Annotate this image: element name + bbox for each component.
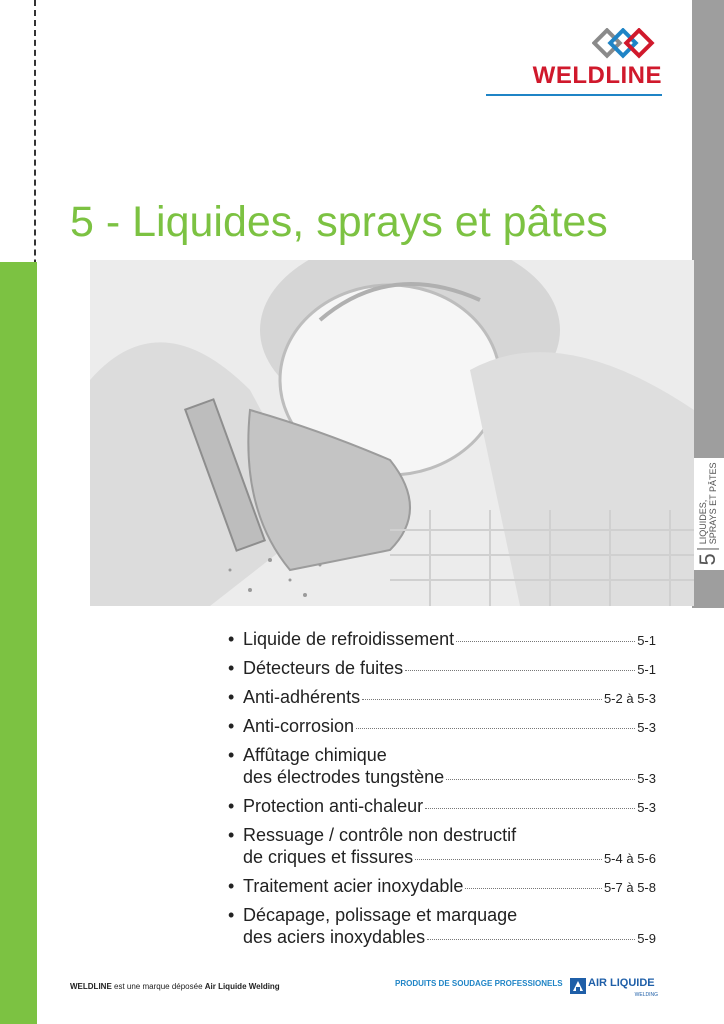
toc-item-pages: 5-3	[637, 720, 656, 735]
side-tab-label	[698, 463, 718, 545]
toc-item-7[interactable]: • Ressuage / contrôle non destructif de criques et fissures 5-4 à 5-6	[228, 824, 656, 870]
toc-item-text: de criques et fissures	[243, 847, 414, 867]
toc-item-9[interactable]: • Décapage, polissage et marquage des aciers inoxydables 5-9	[228, 904, 656, 950]
toc-item-text: des aciers inoxydables	[243, 927, 426, 947]
toc-item-1[interactable]: • Liquide de refroidissement 5-1	[228, 628, 656, 652]
toc-item-pages: 5-2 à 5-3	[603, 691, 656, 706]
footer-tagline: PRODUITS DE SOUDAGE PROFESSIONELS	[395, 979, 563, 988]
footer-owner: Air Liquide Welding	[204, 982, 280, 991]
footer-mid-text: est une marque déposée	[111, 982, 205, 991]
weldline-wordmark: WELDLINE	[532, 62, 662, 89]
side-tab-number: 5	[697, 548, 719, 565]
toc-item-text: des électrodes tungstène	[243, 767, 445, 787]
toc-item-pages: 5-7 à 5-8	[603, 880, 656, 895]
toc-item-text: Détecteurs de fuites	[243, 658, 404, 678]
toc-item-text: Anti-adhérents	[243, 687, 361, 707]
toc-item-pages: 5-3	[637, 771, 656, 786]
toc-item-pages: 5-9	[637, 931, 656, 946]
logo-underline	[486, 94, 662, 96]
side-tab-label-line1: LIQUIDES,	[698, 499, 708, 545]
welder-illustration	[90, 260, 694, 606]
toc-item-2[interactable]: • Détecteurs de fuites 5-1	[228, 657, 656, 681]
toc-item-text-line1: Affûtage chimique	[243, 745, 387, 765]
toc-item-pages: 5-1	[637, 633, 656, 648]
toc-item-pages: 5-4 à 5-6	[603, 851, 656, 866]
air-liquide-icon	[570, 978, 586, 994]
footer-brand: WELDLINE	[70, 982, 112, 991]
air-liquide-sub: WELDING	[634, 992, 658, 998]
toc-item-text: Traitement acier inoxydable	[243, 876, 464, 896]
toc-item-5[interactable]: • Affûtage chimique des électrodes tungstène 5-3	[228, 744, 656, 790]
toc-item-3[interactable]: • Anti-adhérents 5-2 à 5-3	[228, 686, 656, 710]
air-liquide-logo	[570, 974, 660, 1000]
chapter-title: 5 - Liquides, sprays et pâtes	[70, 198, 608, 246]
chapter-side-tab	[692, 458, 724, 570]
toc-item-text: Anti-corrosion	[243, 716, 355, 736]
toc-item-text-line1: Décapage, polissage et marquage	[243, 905, 518, 925]
air-liquide-wordmark: AIR LIQUIDE	[588, 977, 655, 989]
toc-item-pages: 5-1	[637, 662, 656, 677]
toc-item-6[interactable]: • Protection anti-chaleur 5-3	[228, 795, 656, 819]
chapter-color-bar	[0, 262, 37, 1024]
toc-item-4[interactable]: • Anti-corrosion 5-3	[228, 715, 656, 739]
table-of-contents	[228, 628, 656, 955]
toc-item-8[interactable]: • Traitement acier inoxydable 5-7 à 5-8	[228, 875, 656, 899]
toc-item-text: Liquide de refroidissement	[243, 629, 455, 649]
toc-item-text-line1: Ressuage / contrôle non destructif	[243, 825, 517, 845]
side-tab-label-line2: SPRAYS ET PÂTES	[708, 462, 718, 545]
footer-trademark-note	[70, 982, 280, 991]
welder-photo	[90, 260, 694, 606]
weldline-diamond-icon	[592, 28, 662, 60]
toc-item-text: Protection anti-chaleur	[243, 796, 424, 816]
toc-item-pages: 5-3	[637, 800, 656, 815]
weldline-logo	[486, 28, 662, 98]
